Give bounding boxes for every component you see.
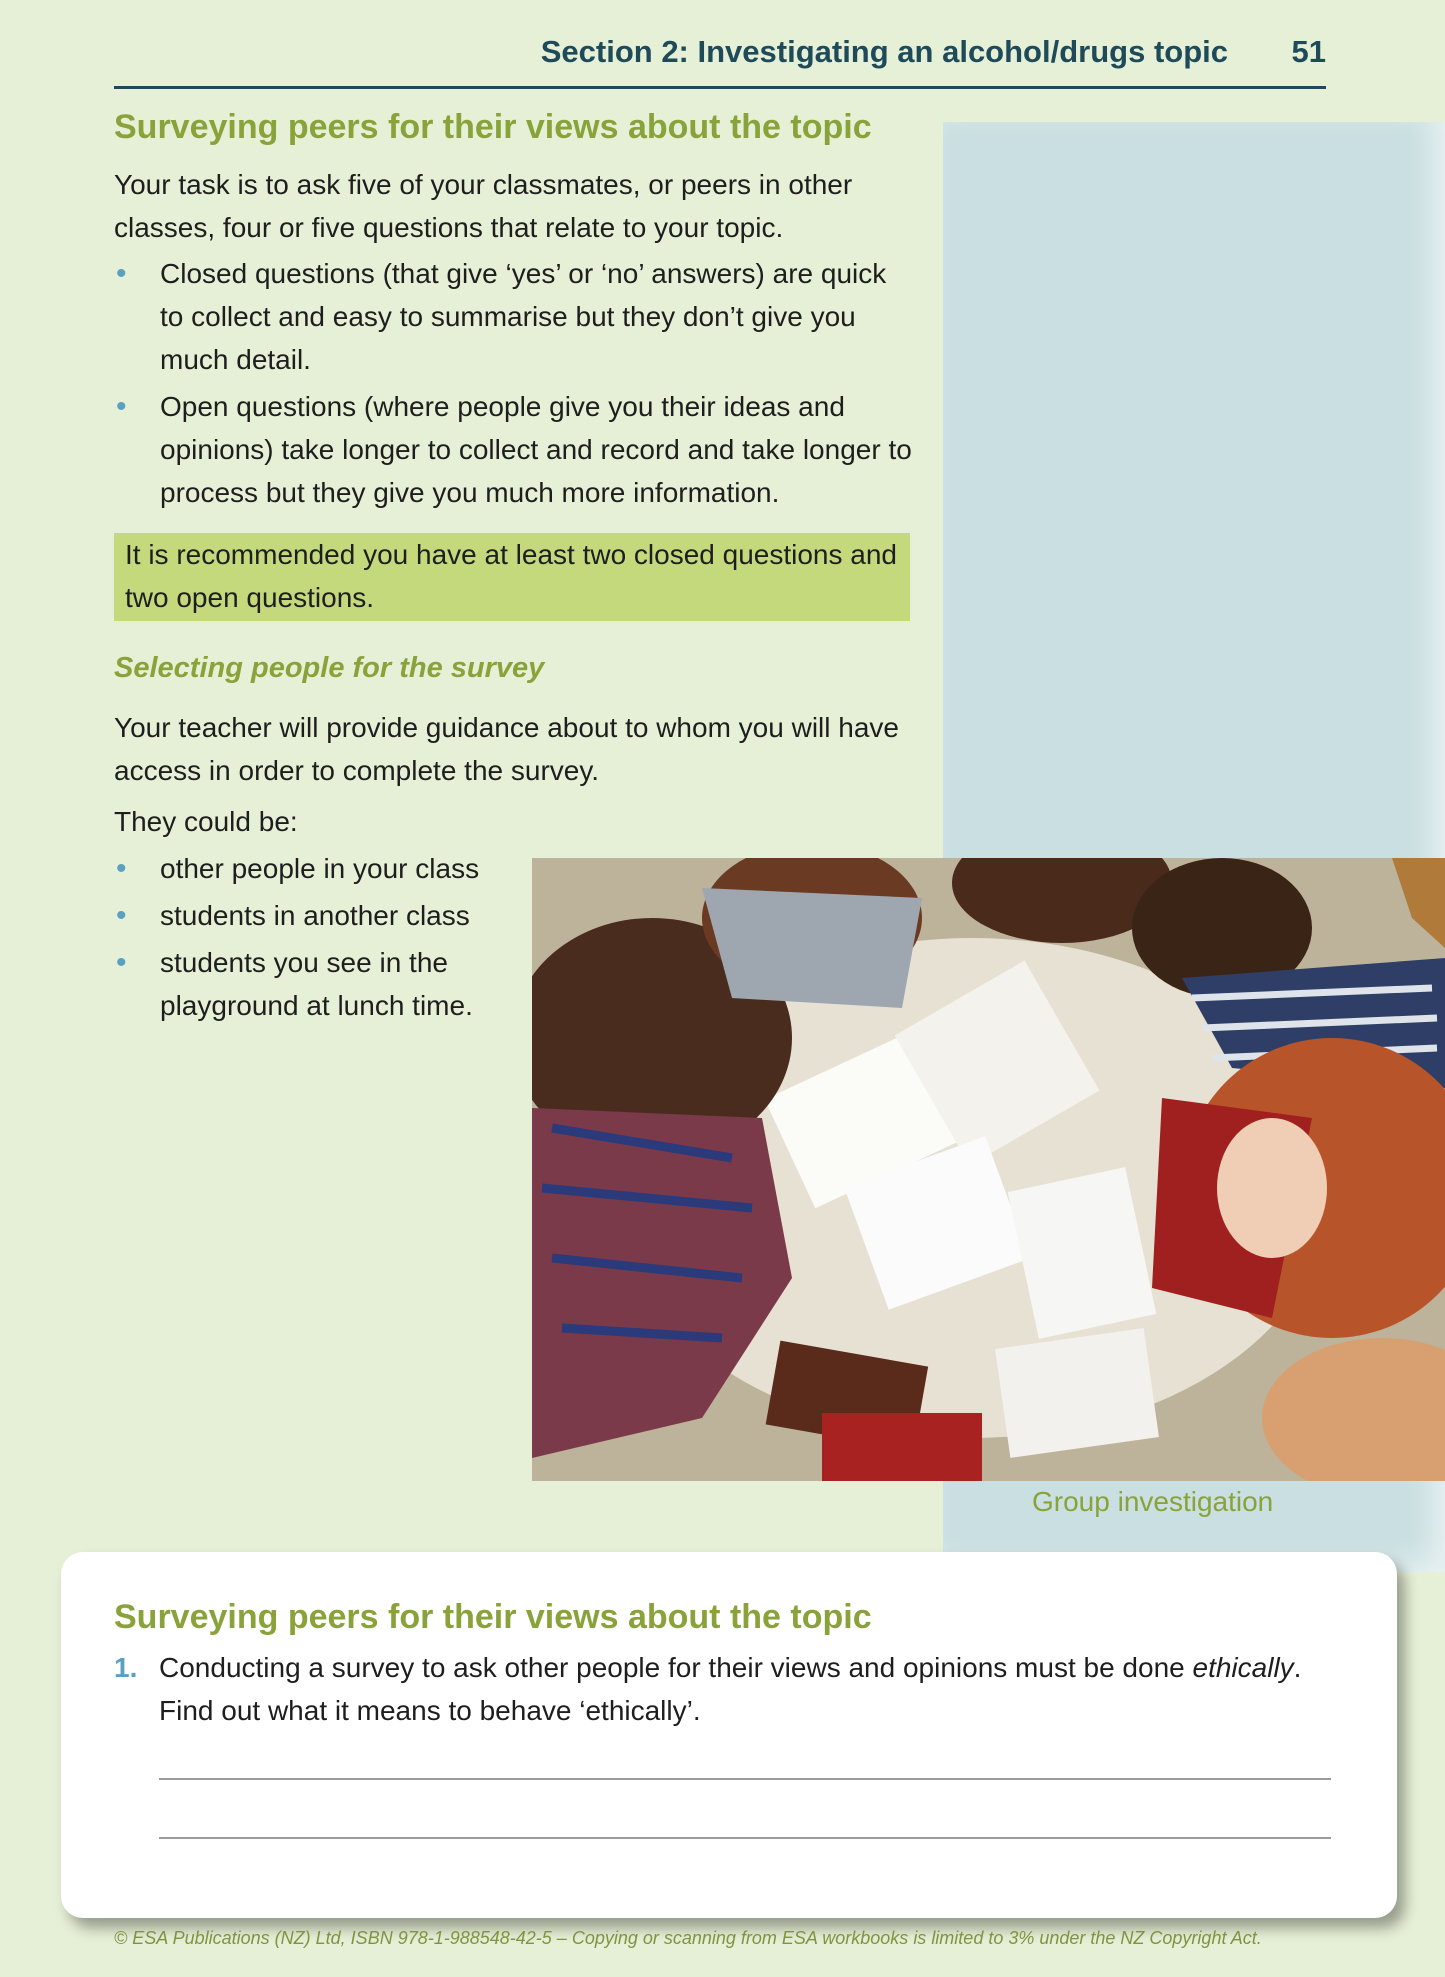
bullet-icon: • [116, 257, 127, 290]
list-item: • other people in your class [114, 847, 504, 890]
guidance-paragraph: Your teacher will provide guidance about to whom you will have access in order to complete the survey. [114, 712, 899, 786]
photo-illustration [532, 858, 1445, 1481]
page-number: 51 [1291, 34, 1326, 69]
page-header [114, 28, 1326, 89]
bullet-icon: • [116, 899, 127, 932]
group-investigation-photo [532, 858, 1445, 1481]
intro-paragraph: Your task is to ask five of your classmates, or peers in other classes, four or five questions that relate to your topic. [114, 169, 853, 243]
list-item: • Open questions (where people give you their ideas and opinions) take longer to collect and record and take longer to process but they give you much more information. [114, 385, 914, 514]
bullet-icon: • [116, 946, 127, 979]
list-item: • Closed questions (that give ‘yes’ or ‘no’ answers) are quick to collect and easy to summarise but they don’t give you much detail. [114, 252, 914, 381]
photo-caption: Group investigation [1032, 1486, 1274, 1517]
bullet-icon: • [116, 852, 127, 885]
section-heading: Surveying peers for their views about the topic [114, 108, 872, 146]
could-be-paragraph: They could be: [114, 806, 298, 837]
activity-title: Surveying peers for their views about the topic [114, 1598, 872, 1636]
subsection-heading: Selecting people for the survey [114, 652, 545, 684]
answer-line[interactable] [159, 1837, 1331, 1839]
list-item: • students in another class [114, 894, 504, 937]
bullet-icon: • [116, 390, 127, 423]
activity-box [61, 1552, 1397, 1918]
question-number: 1. [114, 1652, 138, 1683]
copyright-footer: © ESA Publications (NZ) Ltd, ISBN 978-1-988548-42-5 – Copying or scanning from ESA workbooks is limited to 3% under the NZ Copyright Act. [114, 1928, 1262, 1948]
answer-line[interactable] [159, 1778, 1331, 1780]
list-item: • students you see in the playground at lunch time. [114, 941, 504, 1027]
recommendation-box: It is recommended you have at least two closed questions and two open questions. [114, 533, 910, 621]
people-list [114, 847, 504, 1031]
question-text: Conducting a survey to ask other people for their views and opinions must be done ethically. Find out what it means to behave ‘ethically’. [159, 1652, 1302, 1726]
question-types-list [114, 252, 914, 518]
section-title: Section 2: Investigating an alcohol/drugs topic [540, 34, 1228, 69]
